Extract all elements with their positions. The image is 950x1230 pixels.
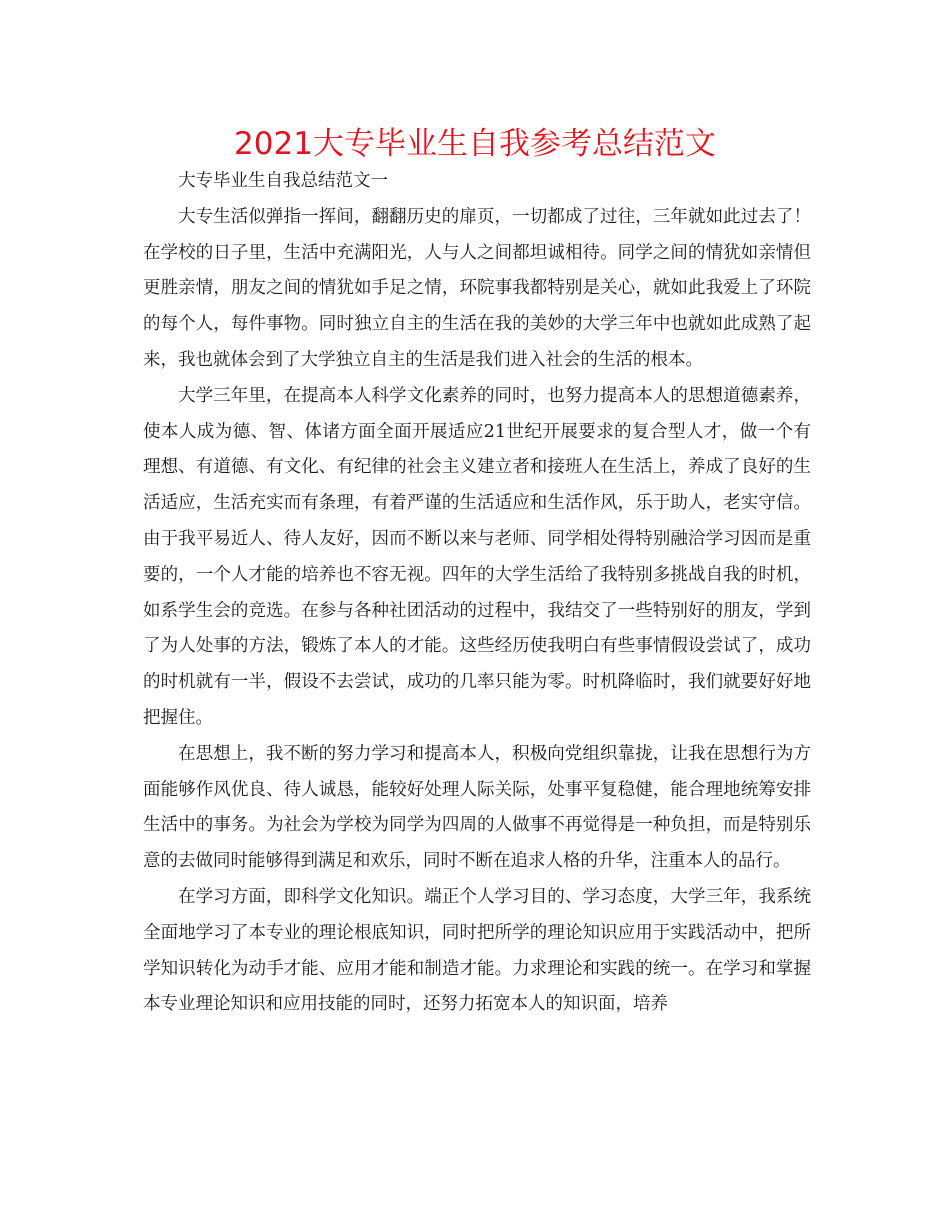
document-subtitle: 大专毕业生自我总结范文一	[178, 171, 388, 191]
document-title: 2021大专毕业生自我参考总结范文	[234, 126, 716, 162]
paragraph-1: 大专生活似弹指一挥间，翻翻历史的扉页，一切都成了过往，三年就如此过去了！ 在学校的日子里，生活中充满阳光，人与人之间都坦诚相待。同学之间的情犹如亲情但更胜亲情，朋友之间的情犹如手足之情，环院事我都特别是关心，就如此我爱上了环院的每个人，每件事物。同时独立自主的生活在我的美妙的大学三年中也就如此成熟了起来，我也就体会到了大学独立自主的生活是我们进入社会的生活的根本。	[143, 206, 811, 370]
paragraph-4: 在学习方面，即科学文化知识。端正个人学习目的、学习态度，大学三年，我系统全面地学习了本专业的理论根底知识，同时把所学的理论知识应用于实践活动中，把所学知识转化为动手才能、应用才能和制造才能。力求理论和实践的统一。在学习和掌握本专业理论知识和应用技能的同时，还努力拓宽本人的知识面，培养	[143, 886, 811, 1015]
paragraph-2: 大学三年里，在提高本人科学文化素养的同时，也努力提高本人的思想道德素养，使本人成为德、智、体诸方面全面开展适应21世纪开展要求的复合型人才，做一个有理想、有道德、有文化、有纪律的社会主义建立者和接班人在生活上，养成了良好的生活适应，生活充实而有条理，有着严谨的生活适应和生活作风，乐于助人，老实守信。由于我平易近人、待人友好，因而不断以来与老师、同学相处得特别融洽学习因而是重要的，一个人才能的培养也不容无视。四年的大学生活给了我特别多挑战自我的时机，如系学生会的竞选。在参与各种社团活动的过程中，我结交了一些特别好的朋友，学到了为人处事的方法，锻炼了本人的才能。这些经历使我明白有些事情假设尝试了，成功的时机就有一半，假设不去尝试，成功的几率只能为零。时机降临时，我们就要好好地把握住。	[143, 385, 811, 728]
document-body	[143, 164, 811, 1023]
paragraph-3: 在思想上，我不断的努力学习和提高本人，积极向党组织靠拢，让我在思想行为方面能够作风优良、待人诚恳，能较好处理人际关际，处事平复稳健，能合理地统筹安排生活中的事务。为社会为学校为同学为四周的人做事不再觉得是一种负担，而是特别乐意的去做同时能够得到满足和欢乐，同时不断在追求人格的升华，注重本人的品行。	[143, 743, 811, 872]
